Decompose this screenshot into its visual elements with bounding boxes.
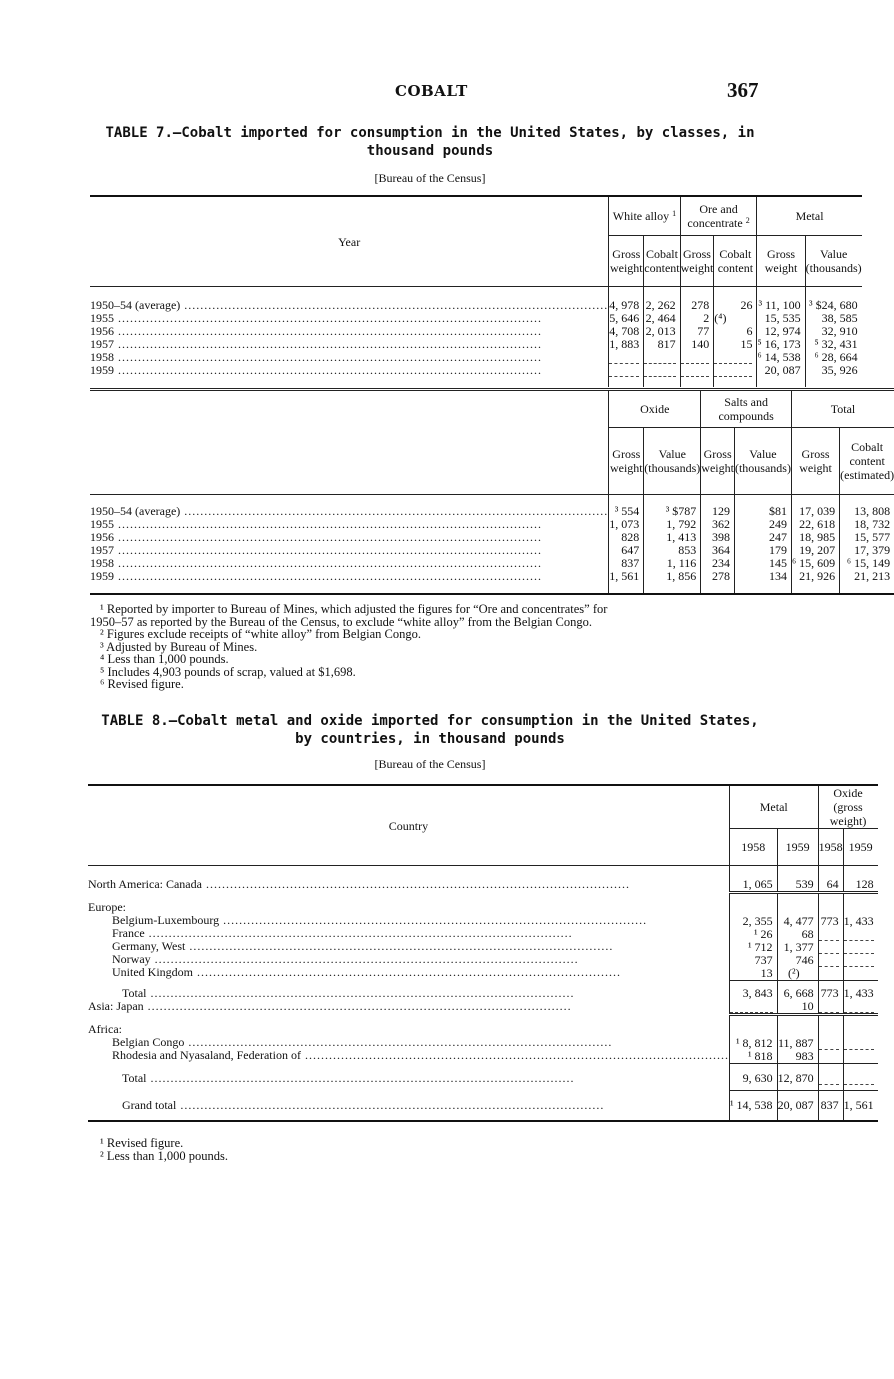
cell-value: 2, 355 xyxy=(742,914,773,928)
footnote: ⁴ Less than 1,000 pounds. xyxy=(100,652,229,666)
cell-value: 2, 464 xyxy=(645,311,676,325)
subhead: Value (thousands) xyxy=(734,428,791,495)
cell-value: 15 xyxy=(740,337,753,351)
cell: 9, 630 xyxy=(729,1064,777,1091)
table7-lower xyxy=(90,388,894,595)
cell-value: 2 xyxy=(703,311,710,325)
subhead: Gross weight xyxy=(680,236,714,287)
europe-oxide-1959 xyxy=(843,893,878,981)
group-metal: Metal xyxy=(757,196,862,236)
cell-value: (²) xyxy=(787,966,800,980)
year-label: 1955 ..... xyxy=(90,312,608,325)
cell xyxy=(843,1064,878,1091)
cell-value: ¹ 712 xyxy=(747,940,773,954)
subhead: Gross weight xyxy=(757,236,805,287)
page-number: 367 xyxy=(727,78,759,102)
cell-value: 2, 013 xyxy=(645,324,676,338)
country-label: France ..... xyxy=(88,927,729,940)
cell-value: 11, 887 xyxy=(778,1036,814,1050)
year-label: 1955 ..... xyxy=(90,518,608,531)
footnote: ⁶ Revised figure. xyxy=(100,677,184,691)
cell-value: 247 xyxy=(768,530,787,544)
subhead: Cobalt content (estimated) xyxy=(840,428,894,495)
subhead: Gross weight xyxy=(609,428,644,495)
africa-oxide-1959 xyxy=(843,1015,878,1064)
cell: 1, 065 xyxy=(729,866,777,893)
subhead: Value (thousands) xyxy=(644,428,701,495)
cell-value: 828 xyxy=(621,530,640,544)
cell-value: 13, 808 xyxy=(854,504,891,518)
cell-value: 983 xyxy=(795,1049,814,1063)
cell-value: ⁶ 15, 609 xyxy=(791,556,836,570)
footnote: ² Figures exclude receipts of “white alloy” from Belgian Congo. xyxy=(100,627,422,641)
cell-value: 278 xyxy=(691,298,710,312)
total-label: Total ..... xyxy=(88,1072,729,1085)
cell-value: 1, 073 xyxy=(609,517,640,531)
white-alloy-gross-column xyxy=(609,299,644,377)
group-oxide: Oxide (gross weight) xyxy=(818,785,878,829)
cell-value: 21, 213 xyxy=(854,569,891,583)
country-header: Country xyxy=(88,785,729,866)
cell xyxy=(777,981,818,1015)
cell-value: 179 xyxy=(768,543,787,557)
country-label: Belgian Congo ..... xyxy=(88,1036,729,1049)
footnote: ¹ Revised figure. xyxy=(100,1136,184,1150)
cell-value: ³ 11, 100 xyxy=(758,298,801,312)
ore-cobalt-column xyxy=(714,299,757,377)
africa-block xyxy=(88,1015,729,1064)
cell-value: 5, 646 xyxy=(609,311,640,325)
year-label: 1958 ..... xyxy=(90,351,608,364)
cell-value: 1, 792 xyxy=(666,517,697,531)
year-label: 1950–54 (average) ..... xyxy=(90,505,608,518)
cell-value: 1, 856 xyxy=(666,569,697,583)
europe-oxide-1958 xyxy=(818,893,843,981)
table8-label: TABLE 8. xyxy=(101,713,169,729)
subhead: Cobalt content xyxy=(644,236,680,287)
country-label: Asia: Japan ..... xyxy=(88,1000,729,1013)
europe-metal-1958 xyxy=(729,893,777,981)
cell-value: 773 xyxy=(820,914,839,928)
cell-value: ⁶ 15, 149 xyxy=(846,556,891,570)
cell-value: 398 xyxy=(711,530,730,544)
subhead: Gross weight xyxy=(609,236,644,287)
subhead: Gross weight xyxy=(701,428,735,495)
total-cobalt-column xyxy=(840,505,894,594)
running-title: COBALT xyxy=(395,82,468,100)
footnote-ref: 2 xyxy=(745,216,750,225)
group-metal: Metal xyxy=(729,785,818,829)
country-label: Norway ..... xyxy=(88,953,729,966)
year-header: Year xyxy=(90,196,609,287)
cell-value: 17, 039 xyxy=(799,504,836,518)
cell-value: 19, 207 xyxy=(799,543,836,557)
africa-metal-1958 xyxy=(729,1015,777,1064)
cell-value: 1, 413 xyxy=(666,530,697,544)
year-label: 1958 ..... xyxy=(90,557,608,570)
table7-caption-line2: thousand pounds xyxy=(366,143,494,159)
subhead: Value (thousands) xyxy=(805,236,862,287)
cell-value: 3, 843 xyxy=(742,986,773,1000)
cell-value: 13 xyxy=(760,966,773,980)
cell-value: 140 xyxy=(691,337,710,351)
cell-value: 746 xyxy=(795,953,814,967)
total-gross-column xyxy=(791,505,839,594)
table-row xyxy=(88,981,729,1015)
cell: 539 xyxy=(777,866,818,893)
group-white-alloy xyxy=(609,196,680,236)
cell-value: 1, 433 xyxy=(843,986,874,1000)
group-total: Total xyxy=(791,390,894,428)
cell-value: 234 xyxy=(711,556,730,570)
cell-value: 21, 926 xyxy=(799,569,836,583)
cell-value: 2, 262 xyxy=(645,298,676,312)
group-ore-concentrate xyxy=(680,196,757,236)
table7-upper xyxy=(90,195,862,387)
table8 xyxy=(88,784,878,1122)
oxide-value-column xyxy=(644,505,701,594)
cell-value: ³ $787 xyxy=(665,504,697,518)
cell-value: 362 xyxy=(711,517,730,531)
cell-value: 68 xyxy=(801,927,814,941)
footnote: ³ Adjusted by Bureau of Mines. xyxy=(100,639,258,654)
running-head xyxy=(0,80,870,104)
year-label: 1956 ..... xyxy=(90,325,608,338)
cell-value: 145 xyxy=(768,556,787,570)
footnote: ⁵ Includes 4,903 pounds of scrap, valued at $1,698. xyxy=(100,664,356,679)
subhead: Cobalt content xyxy=(714,236,757,287)
cell-value: 15, 535 xyxy=(764,311,801,325)
table8-caption-line2: by countries, in thousand pounds xyxy=(295,731,565,747)
cell xyxy=(818,1064,843,1091)
cell-value: 647 xyxy=(621,543,640,557)
salts-gross-column xyxy=(701,505,735,594)
region-label: Europe: xyxy=(88,899,126,914)
table7-label: TABLE 7. xyxy=(105,125,173,141)
cell-value: 129 xyxy=(711,504,730,518)
cell-value: 22, 618 xyxy=(799,517,836,531)
table-row xyxy=(88,866,729,893)
year-subhead: 1959 xyxy=(843,829,878,866)
footnote-ref: 1 xyxy=(672,209,677,218)
group-salts: Salts and compounds xyxy=(701,390,792,428)
cell-value: 1, 883 xyxy=(609,337,640,351)
cell xyxy=(729,981,777,1015)
cell-value: ³ $24, 680 xyxy=(809,298,858,312)
cell-value: 77 xyxy=(697,324,710,338)
cell: 12, 870 xyxy=(777,1064,818,1091)
table7-footnotes xyxy=(90,603,766,691)
cell-value: 26 xyxy=(740,298,753,312)
year-label: 1959 ..... xyxy=(90,570,608,583)
cell: ¹ 14, 538 xyxy=(729,1091,777,1121)
cell-value: ⁶ 28, 664 xyxy=(814,350,858,364)
cell-value: 35, 926 xyxy=(821,363,858,377)
footnote: 1950–57 as reported by the Bureau of the Census, to exclude “white alloy” from the Belgian Congo. xyxy=(90,614,592,629)
cell-value: 853 xyxy=(678,543,697,557)
cell-value: 18, 732 xyxy=(854,517,891,531)
metal-gross-column xyxy=(757,299,805,377)
oxide-gross-column xyxy=(609,505,644,594)
cell-value: 837 xyxy=(621,556,640,570)
group-label: White alloy xyxy=(612,209,670,223)
year-subhead: 1958 xyxy=(729,829,777,866)
year-label: 1957 ..... xyxy=(90,544,608,557)
cell-value: 134 xyxy=(768,569,787,583)
salts-value-column xyxy=(734,505,791,594)
ore-gross-column xyxy=(680,299,714,377)
year-subhead: 1958 xyxy=(818,829,843,866)
cell: 128 xyxy=(843,866,878,893)
cell-value: $81 xyxy=(768,504,787,518)
region-label: Africa: xyxy=(88,1021,122,1036)
cell-value: 18, 985 xyxy=(799,530,836,544)
footnote: ¹ Reported by importer to Bureau of Mines, which adjusted the figures for “Ore and concentrates” for xyxy=(100,602,608,616)
table7-caption-line1: —Cobalt imported for consumption in the United States, by classes, in xyxy=(172,125,755,141)
cell-value: 20, 087 xyxy=(764,363,801,377)
cell: 1, 561 xyxy=(843,1091,878,1121)
table7-caption xyxy=(92,124,768,160)
cell-value: 6 xyxy=(746,324,753,338)
country-label: Germany, West ..... xyxy=(88,940,729,953)
cell-value: 10 xyxy=(801,999,814,1013)
cell-value: 4, 708 xyxy=(609,324,640,338)
cell-value: ⁵ 32, 431 xyxy=(814,337,858,351)
metal-value-column xyxy=(805,299,862,377)
cell-value: 6, 668 xyxy=(783,986,814,1000)
europe-metal-1959 xyxy=(777,893,818,981)
cell xyxy=(818,981,843,1015)
cell xyxy=(843,981,878,1015)
cell-value: 4, 477 xyxy=(783,914,814,928)
cell-value: ¹ 26 xyxy=(753,927,773,941)
table7-source: [Bureau of the Census] xyxy=(374,171,486,185)
cell-value: 15, 577 xyxy=(854,530,891,544)
country-label: Belgium-Luxembourg ..... xyxy=(88,914,729,927)
cell-value: ¹ 818 xyxy=(747,1049,773,1063)
cell-value: 364 xyxy=(711,543,730,557)
cell-value: 249 xyxy=(768,517,787,531)
country-label: North America: Canada ..... xyxy=(88,878,729,891)
cell-value: 1, 561 xyxy=(609,569,640,583)
europe-block xyxy=(88,893,729,981)
cell: 20, 087 xyxy=(777,1091,818,1121)
cell-value: 737 xyxy=(754,953,773,967)
white-alloy-cobalt-column xyxy=(644,299,680,377)
cell: 837 xyxy=(818,1091,843,1121)
africa-oxide-1958 xyxy=(818,1015,843,1064)
grand-total-label: Grand total ..... xyxy=(88,1099,729,1112)
cell-value: 817 xyxy=(657,337,676,351)
table8-source: [Bureau of the Census] xyxy=(374,757,486,771)
year-label: 1959 ..... xyxy=(90,364,608,377)
table-row xyxy=(90,505,609,594)
year-label: 1950–54 (average) ..... xyxy=(90,299,608,312)
country-label: Rhodesia and Nyasaland, Federation of ..... xyxy=(88,1049,729,1062)
cell-value: 32, 910 xyxy=(821,324,858,338)
year-label: 1957 ..... xyxy=(90,338,608,351)
cell-value: ¹ 8, 812 xyxy=(735,1036,773,1050)
table-row xyxy=(88,1064,729,1091)
table8-caption-line1: —Cobalt metal and oxide imported for consumption in the United States, xyxy=(168,713,759,729)
table-row xyxy=(90,299,609,377)
cell-value: 278 xyxy=(711,569,730,583)
cell-value: (⁴) xyxy=(714,311,727,325)
table8-footnotes xyxy=(90,1137,766,1162)
total-label: Total ..... xyxy=(88,987,729,1000)
cell-value: 773 xyxy=(820,986,839,1000)
cell-value: 1, 377 xyxy=(783,940,814,954)
table-row xyxy=(88,1091,729,1121)
cell-value: ⁵ 16, 173 xyxy=(757,337,801,351)
cell-value: ⁶ 14, 538 xyxy=(757,350,801,364)
cell-value: 1, 116 xyxy=(666,556,697,570)
group-oxide: Oxide xyxy=(609,390,701,428)
cell-value: 17, 379 xyxy=(854,543,891,557)
cell-value: 1, 433 xyxy=(843,914,874,928)
cell-value: ³ 554 xyxy=(614,504,640,518)
table8-caption xyxy=(92,712,768,748)
cell-value: 12, 974 xyxy=(764,324,801,338)
subhead: Gross weight xyxy=(791,428,839,495)
country-label: United Kingdom ..... xyxy=(88,966,729,979)
group-label: Ore and concentrate xyxy=(687,202,743,230)
year-label: 1956 ..... xyxy=(90,531,608,544)
cell: 64 xyxy=(818,866,843,893)
cell-value: 38, 585 xyxy=(821,311,858,325)
year-subhead: 1959 xyxy=(777,829,818,866)
cell-value: 4, 978 xyxy=(609,298,640,312)
africa-metal-1959 xyxy=(777,1015,818,1064)
footnote: ² Less than 1,000 pounds. xyxy=(100,1148,229,1163)
